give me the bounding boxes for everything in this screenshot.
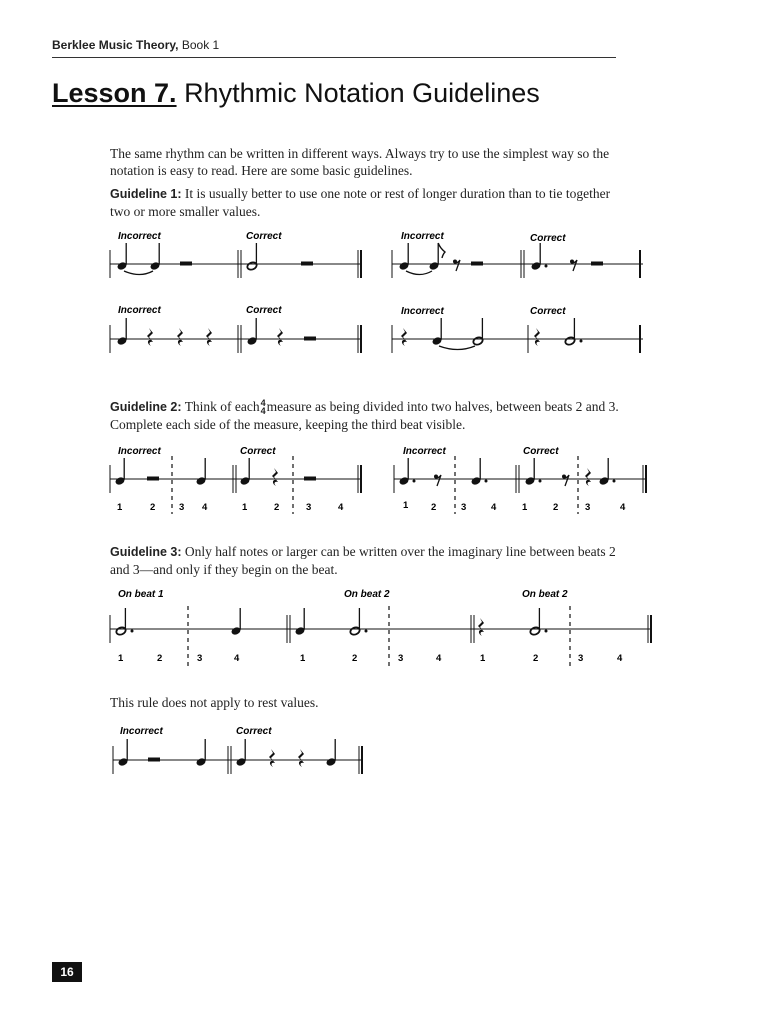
tie [124,271,153,275]
guideline-1-label: Guideline 1: [110,187,182,201]
quarter-note [239,458,250,486]
eighth-rest [434,475,441,487]
eighth-rest [570,260,577,272]
svg-text:3: 3 [179,502,185,513]
svg-text:4: 4 [617,653,623,664]
correct-label: Correct [246,305,282,316]
quarter-note [114,458,125,486]
staff-g1-left-row2 [110,305,362,353]
svg-text:2: 2 [533,653,539,664]
dotted-half-note [564,318,575,346]
quarter-rest [147,328,153,346]
incorrect-label: Incorrect [118,446,161,457]
quarter-rest [298,749,304,767]
svg-text:2: 2 [431,502,437,513]
eighth-note [428,243,445,271]
svg-text:4: 4 [338,502,344,513]
staff-g1-left-row1 [110,231,362,278]
half-rest [301,262,313,266]
intro-paragraph: The same rhythm can be written in different ways. Always try to use the simplest way so the notation is easy to read. Here are some basic guidelines. [110,146,610,178]
svg-text:1: 1 [522,502,528,513]
svg-text:1: 1 [117,502,123,513]
quarter-note [230,608,241,636]
quarter-rest [269,749,275,767]
correct-label: Correct [530,233,566,244]
quarter-rest [478,618,484,636]
svg-text:3: 3 [197,653,203,664]
quarter-note [195,739,206,767]
svg-text:1: 1 [118,653,124,664]
quarter-note [325,739,336,767]
incorrect-label: Incorrect [118,231,161,242]
svg-text:3: 3 [306,502,312,513]
quarter-note [116,318,127,346]
dotted-quarter-note [470,458,481,486]
guideline-2-label: Guideline 2: [110,400,182,414]
dotted-half-note [529,608,540,636]
dotted-quarter-note [530,243,541,271]
incorrect-label: Incorrect [401,231,444,242]
correct-label: Correct [236,726,272,737]
svg-text:2: 2 [157,653,163,664]
half-rest [148,758,160,762]
half-rest [147,477,159,481]
guideline-2: Guideline 2: Think of each 4 4 measure as being divided into two halves, between beats 2 and 3. Complete each side of the measure, keeping the third beat visible. [110,398,619,432]
svg-text:4: 4 [234,653,240,664]
dotted-quarter-note [398,458,409,486]
incorrect-label: Incorrect [120,726,163,737]
svg-text:1: 1 [300,653,306,664]
quarter-rest [585,468,591,486]
quarter-note [195,458,206,486]
svg-text:2: 2 [352,653,358,664]
half-note [246,243,257,271]
quarter-note [235,739,246,767]
quarter-rest [401,328,407,346]
svg-text:3: 3 [461,502,467,513]
incorrect-label: Incorrect [403,446,446,457]
dotted-quarter-note [524,458,535,486]
staff-rest-rule [113,726,363,774]
correct-label: Correct [246,231,282,242]
quarter-note [149,243,160,271]
tie [406,271,432,275]
svg-text:4: 4 [491,502,497,513]
quarter-note [246,318,257,346]
quarter-rest [177,328,183,346]
eighth-rest [562,475,569,487]
quarter-rest [272,468,278,486]
quarter-note [294,608,305,636]
on-beat-2-label: On beat 2 [522,589,568,600]
svg-text:1: 1 [403,500,409,511]
quarter-note [398,243,409,271]
staff-g2-right [394,446,647,514]
quarter-note [116,243,127,271]
on-beat-1-label: On beat 1 [118,589,164,600]
quarter-rest [277,328,283,346]
correct-label: Correct [240,446,276,457]
incorrect-label: Incorrect [401,306,444,317]
svg-text:1: 1 [242,502,248,513]
lesson-topic: Rhythmic Notation Guidelines [184,78,540,108]
eighth-rest [453,260,460,272]
svg-text:3: 3 [398,653,404,664]
half-rest [304,477,316,481]
incorrect-label: Incorrect [118,305,161,316]
svg-text:4: 4 [620,502,626,513]
page-number: 16 [52,962,82,982]
svg-text:4: 4 [436,653,442,664]
half-note [472,318,483,346]
svg-text:3: 3 [578,653,584,664]
quarter-note [117,739,128,767]
on-beat-2-label: On beat 2 [344,589,390,600]
time-signature: 4 4 [260,398,266,416]
svg-text:2: 2 [150,502,156,513]
rest-rule-text: This rule does not apply to rest values. [110,695,319,710]
lesson-number: Lesson 7. [52,78,177,108]
book-volume: Book 1 [181,38,220,52]
quarter-note [431,318,442,346]
guideline-3-text: Only half notes or larger can be written over the imaginary line between beats 2 and 3—and only if they begin on the beat. [110,544,616,577]
dotted-half-note [349,608,360,636]
staff-g1-right-row2 [392,306,643,353]
dotted-quarter-note [598,458,609,486]
svg-text:1: 1 [480,653,486,664]
staff-g1-right-row1 [392,231,643,278]
tie [439,346,475,350]
guideline-1-text: It is usually better to use one note or rest of longer duration than to tie together two or more smaller values. [110,186,611,219]
staff-g3 [110,589,652,666]
guideline-3-label: Guideline 3: [110,545,182,559]
half-rest [471,262,483,266]
svg-text:2: 2 [553,502,559,513]
book-title: Berklee Music Theory, [52,38,179,52]
svg-text:4: 4 [202,502,208,513]
dotted-half-note [115,608,126,636]
half-rest [304,337,316,341]
correct-label: Correct [530,306,566,317]
svg-text:3: 3 [585,502,591,513]
staff-g2-left [110,446,362,514]
half-rest [180,262,192,266]
quarter-rest [534,328,540,346]
correct-label: Correct [523,446,559,457]
svg-text:2: 2 [274,502,280,513]
half-rest [591,262,603,266]
quarter-rest [206,328,212,346]
